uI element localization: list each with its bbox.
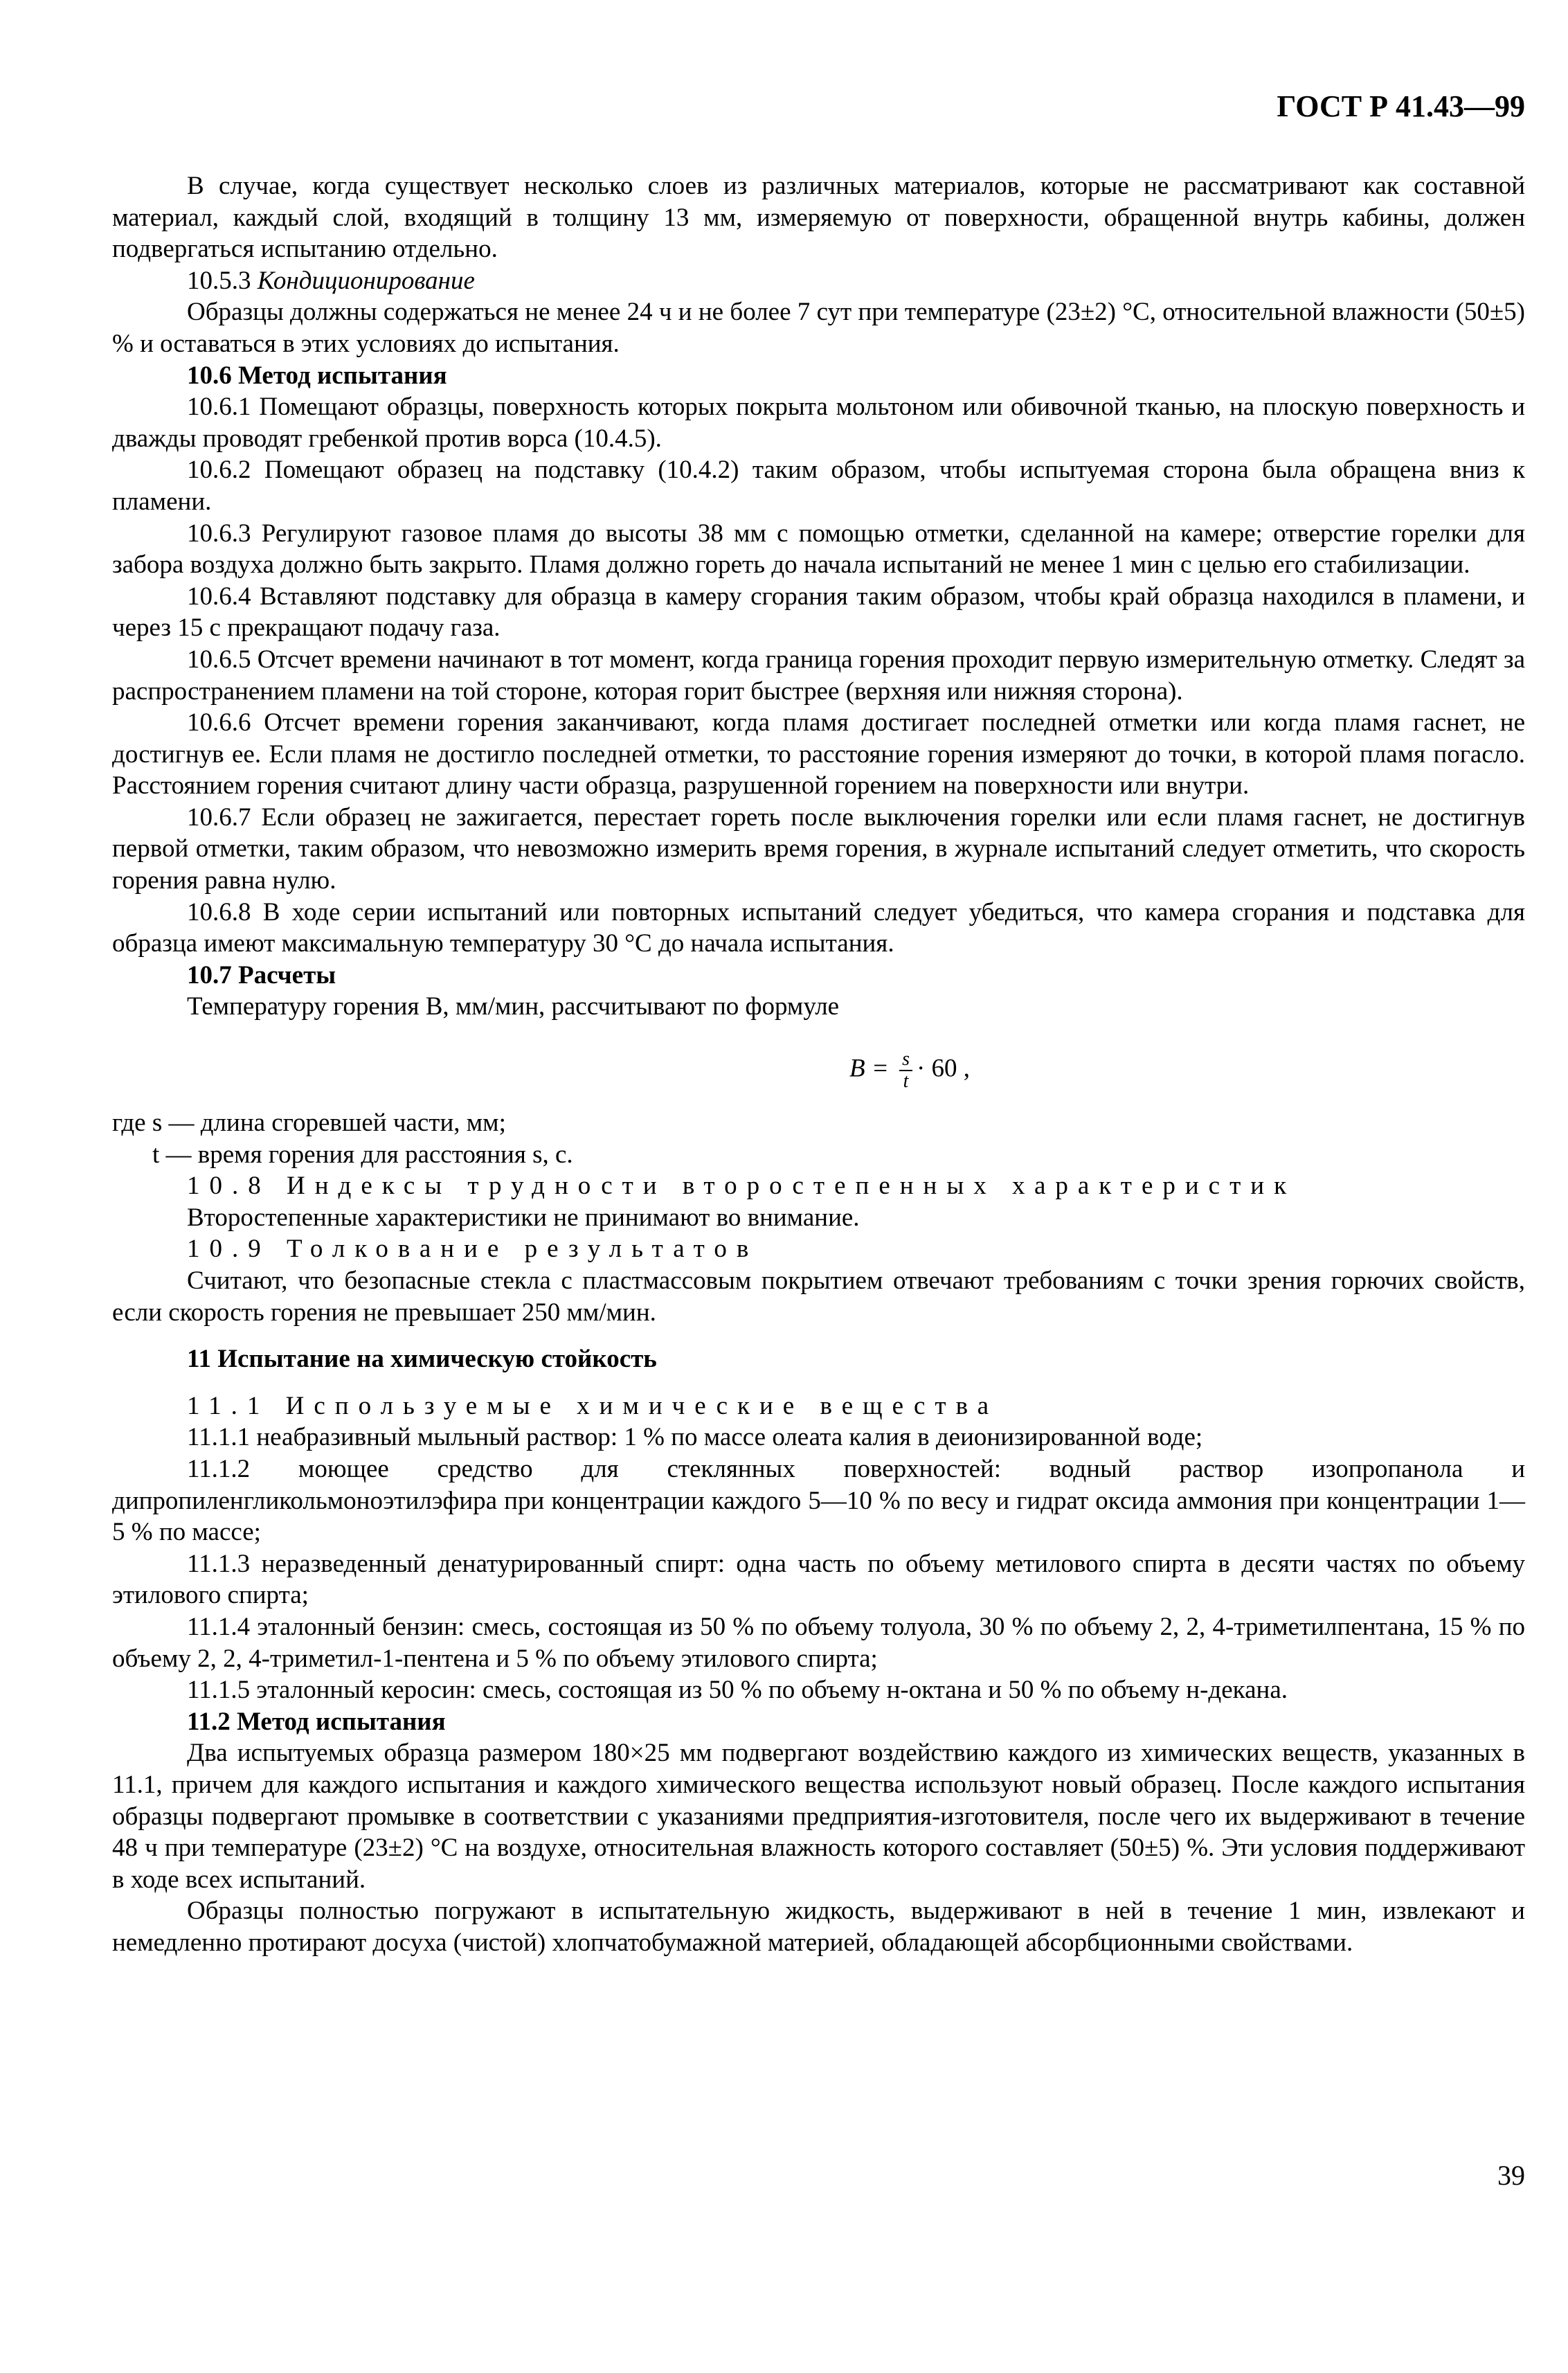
paragraph-conditioning: Образцы должны содержаться не менее 24 ч и не более 7 сут при температуре (23±2) °С, относительной влажности (50±5) % и оставаться в этих условиях до испытания.: [112, 298, 1525, 358]
heading-11-1: 11.1 Используемые химические вещества: [187, 1391, 998, 1420]
paragraph-10-6-4: 10.6.4 Вставляют подставку для образца в камеру сгорания таким образом, чтобы край образца находился в пламени, и через 15 с прекращают подачу газа.: [112, 582, 1525, 643]
paragraph-10-6-7: 10.6.7 Если образец не зажигается, перестает гореть после выключения горелки или если пламя гаснет, не достигнув первой отметки, таким образом, что невозможно измерить время горения, в журнале испытаний следует отметить, что скорость горения равна нулю.: [112, 803, 1525, 895]
formula-numerator: s: [899, 1049, 912, 1071]
paragraph-formula-intro: Температуру горения В, мм/мин, рассчитывают по формуле: [187, 992, 840, 1021]
paragraph-11-1-5: 11.1.5 эталонный керосин: смесь, состоящая из 50 % по объему н-октана и 50 % по объему н-декана.: [187, 1676, 1288, 1705]
paragraph-layers: В случае, когда существует несколько слоев из различных материалов, которые не рассматривают как составной материал, каждый слой, входящий в толщину 13 мм, измеряемую от поверхности, обращенной внутрь кабины, должен подвергаться испытанию отдельно.: [112, 172, 1525, 264]
heading-10-6: 10.6 Метод испытания: [187, 361, 447, 390]
paragraph-10-9: Считают, что безопасные стекла с пластмассовым покрытием отвечают требованиям с точки зрения горючих свойств, если скорость горения не превышает 250 мм/мин.: [112, 1266, 1525, 1327]
subheading-conditioning: [112, 265, 1525, 297]
paragraph-10-6-6: 10.6.6 Отсчет времени горения заканчивают, когда пламя достигает последней отметки или когда пламя гаснет, не достигнув ее. Если пламя не достигло последней отметки, то расстояние горения измеряют до точки, в которой пламя погасло. Расстоянием горения считают длину части образца, разрушенной горением на поверхности или внутри.: [112, 708, 1525, 800]
paragraph-11-1-3: 11.1.3 неразведенный денатурированный спирт: одна часть по объему метилового спирта в десяти частях по объему этилового спирта;: [112, 1549, 1525, 1610]
document-code-header: ГОСТ Р 41.43—99: [1277, 89, 1525, 123]
paragraph-11-2-b: Образцы полностью погружают в испытательную жидкость, выдерживают в ней в течение 1 мин, извлекают и немедленно протирают досуха (чистой) хлопчатобумажной материей, обладающей абсорбционными свойствами.: [112, 1897, 1525, 1957]
paragraph-10-6-3: 10.6.3 Регулируют газовое пламя до высоты 38 мм с помощью отметки, сделанной на камере; отверстие горелки для забора воздуха должно быть закрыто. Пламя должно гореть до начала испытаний не менее 1 мин с целью его стабилизации.: [112, 519, 1525, 580]
formula-where-t: t — время горения для расстояния s, с.: [152, 1140, 573, 1169]
formula-lhs: B =: [849, 1054, 896, 1083]
paragraph-10-6-5: 10.6.5 Отсчет времени начинают в тот момент, когда граница горения проходит первую измерительную отметку. Следят за распространением пламени на той стороне, которая горит быстрее (верхняя или нижняя сторона).: [112, 645, 1525, 706]
formula-fraction: [899, 1049, 912, 1092]
heading-section-11: 11 Испытание на химическую стойкость: [187, 1345, 657, 1374]
heading-10-8: 10.8 Индексы трудности второстепенных характеристик: [187, 1172, 1297, 1201]
paragraph-10-6-8: 10.6.8 В ходе серии испытаний или повторных испытаний следует убедиться, что камера сгорания и подставка для образца имеют максимальную температуру 30 °С до начала испытания.: [112, 897, 1525, 958]
formula-denominator: t: [903, 1071, 909, 1093]
formula-rhs: · 60 ,: [916, 1054, 971, 1083]
formula-where-s: где s — длина сгоревшей части, мм;: [112, 1109, 506, 1138]
formula-expression: [849, 1049, 970, 1092]
paragraph-11-1-2: 11.1.2 моющее средство для стеклянных поверхностей: водный раствор изопропанола и дипропиленгликольмоноэтилэфира при концентрации каждого 5—10 % по весу и гидрат оксида аммония при концентрации 1—5 % по массе;: [112, 1454, 1525, 1547]
heading-11-2: 11.2 Метод испытания: [187, 1707, 446, 1736]
page-number: 39: [1497, 2160, 1525, 2191]
subheading-number: 10.5.3: [187, 266, 258, 295]
paragraph-11-2-a: Два испытуемых образца размером 180×25 мм подвергают воздействию каждого из химических веществ, указанных в 11.1, причем для каждого испытания и каждого химического вещества используют новый образец. После каждого испытания образцы подвергают промывке в соответствии с указаниями предприятия-изготовителя, после чего их выдерживают в течение 48 ч при температуре (23±2) °С на воздухе, относительная влажность которого составляет (50±5) %. Эти условия поддерживают в ходе всех испытаний.: [112, 1739, 1525, 1894]
burn-rate-formula: [112, 1031, 1525, 1107]
paragraph-11-1-4: 11.1.4 эталонный бензин: смесь, состоящая из 50 % по объему толуола, 30 % по объему 2, 2, 4-триметилпентана, 15 % по объему 2, 2, 4-триметил-1-пентена и 5 % по объему этилового спирта;: [112, 1612, 1525, 1673]
subheading-title: Кондиционирование: [257, 266, 475, 295]
paragraph-10-8: Второстепенные характеристики не принимают во внимание.: [187, 1203, 860, 1232]
paragraph-11-1-1: 11.1.1 неабразивный мыльный раствор: 1 % по массе олеата калия в деионизированной воде;: [187, 1423, 1203, 1452]
paragraph-10-6-2: 10.6.2 Помещают образец на подставку (10.4.2) таким образом, чтобы испытуемая сторона была обращена вниз к пламени.: [112, 456, 1525, 516]
heading-10-7: 10.7 Расчеты: [187, 960, 336, 990]
document-body: [112, 170, 1525, 1958]
paragraph-10-6-1: 10.6.1 Помещают образцы, поверхность которых покрыта мольтоном или обивочной тканью, на плоскую поверхность и дважды проводят гребенкой против ворса (10.4.5).: [112, 393, 1525, 453]
heading-10-9: 10.9 Толкование результатов: [187, 1235, 759, 1264]
